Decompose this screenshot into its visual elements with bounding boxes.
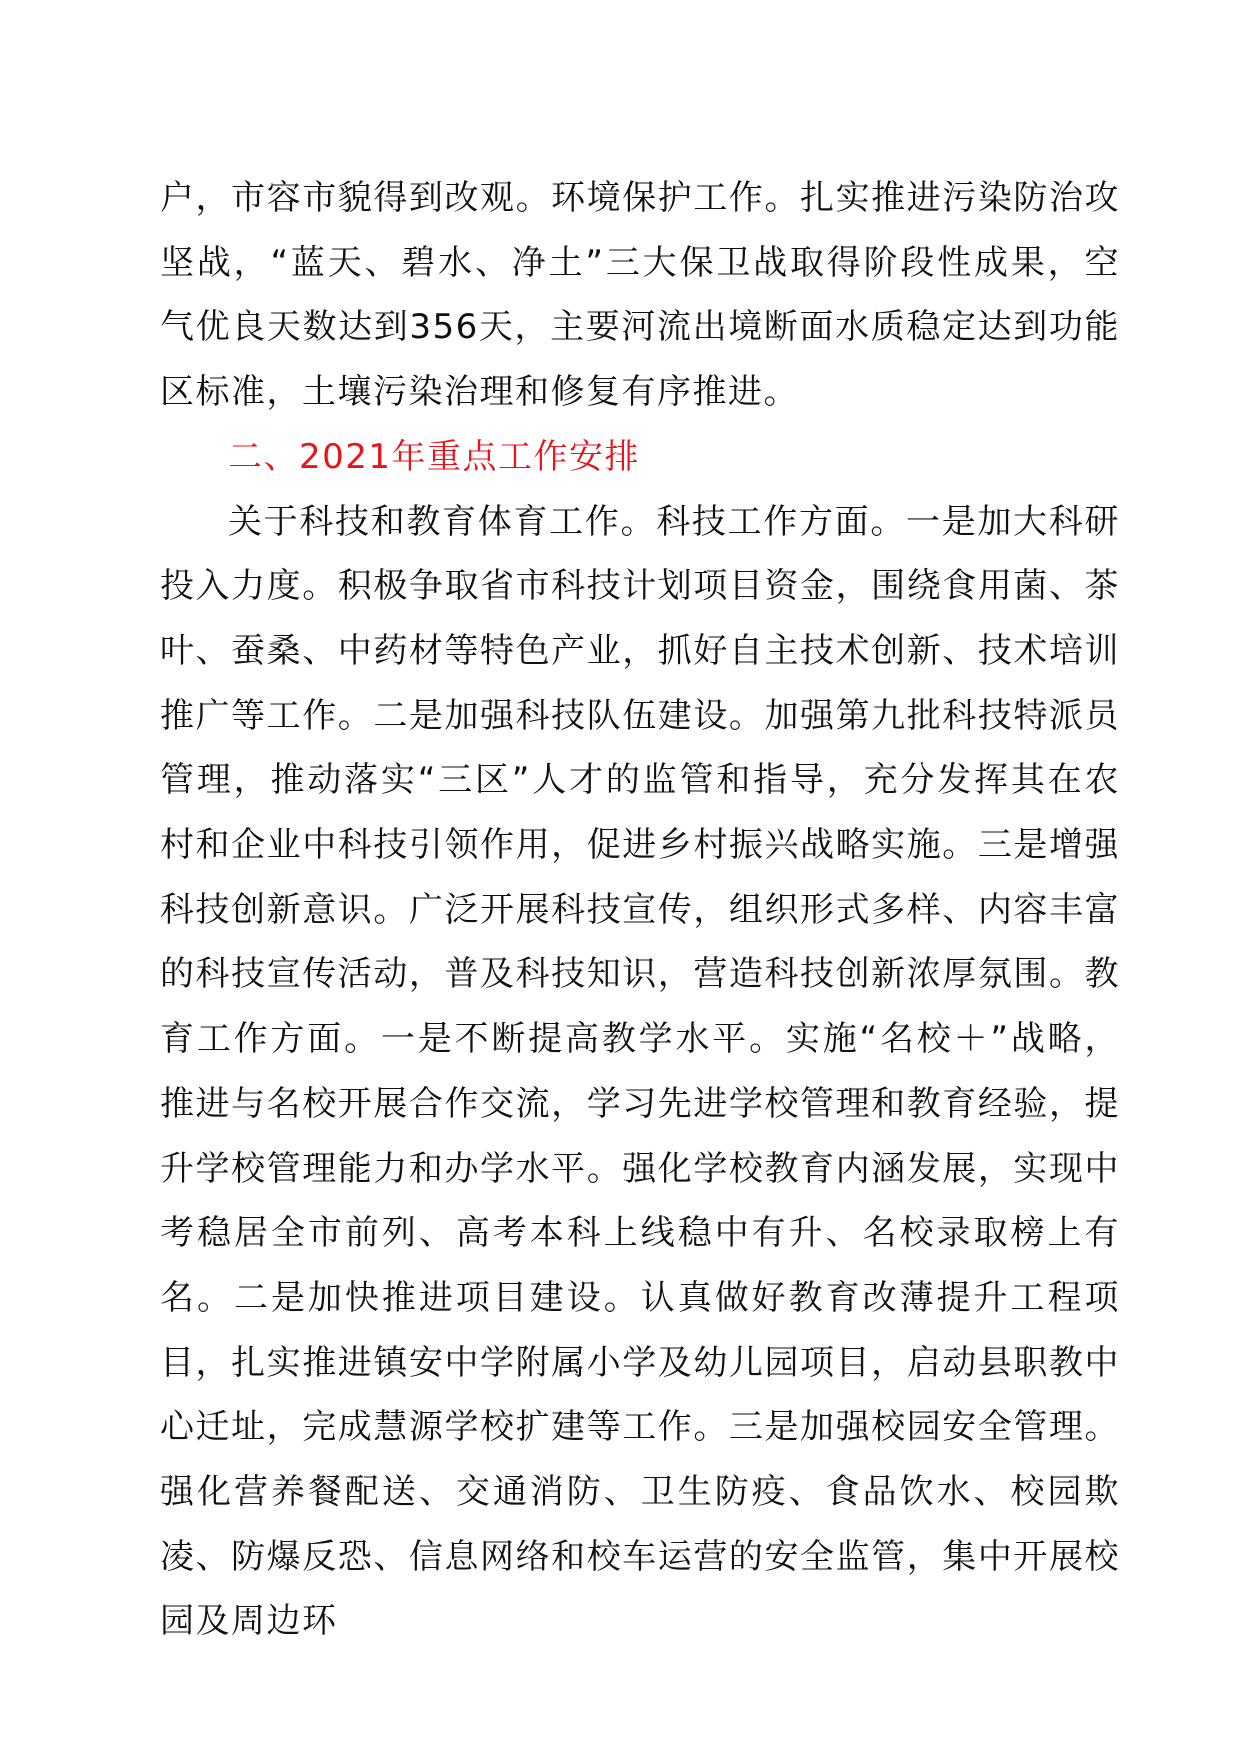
paragraph-environment: 户，市容市貌得到改观。环境保护工作。扎实推进污染防治攻坚战，“蓝天、碧水、净土”三大保卫战取得阶段性成果，空气优良天数达到356天，主要河流出境断面水质稳定达到功能区标准，土壤污染治理和修复有序推进。 bbox=[160, 178, 1120, 413]
document-page bbox=[160, 166, 1120, 1654]
section-heading: 二、2021年重点工作安排 bbox=[228, 436, 641, 477]
paragraph-science-education: 关于科技和教育体育工作。科技工作方面。一是加大科研投入力度。积极争取省市科技计划项目资金，围绕食用菌、茶叶、蚕桑、中药材等特色产业，抓好自主技术创新、技术培训推广等工作。二是加强科技队伍建设。加强第九批科技特派员管理，推动落实“三区”人才的监管和指导，充分发挥其在农村和企业中科技引领作用，促进乡村振兴战略实施。三是增强科技创新意识。广泛开展科技宣传，组织形式多样、内容丰富的科技宣传活动，普及科技知识，营造科技创新浓厚氛围。教育工作方面。一是不断提高教学水平。实施“名校＋”战略，推进与名校开展合作交流，学习先进学校管理和教育经验，提升学校管理能力和办学水平。强化学校教育内涵发展，实现中考稳居全市前列、高考本科上线稳中有升、名校录取榜上有名。二是加快推进项目建设。认真做好教育改薄提升工程项目，扎实推进镇安中学附属小学及幼儿园项目，启动县职教中心迁址，完成慧源学校扩建等工作。三是加强校园安全管理。强化营养餐配送、交通消防、卫生防疫、食品饮水、校园欺凌、防爆反恐、信息网络和校车运营的安全监管，集中开展校园及周边环 bbox=[160, 501, 1120, 1642]
